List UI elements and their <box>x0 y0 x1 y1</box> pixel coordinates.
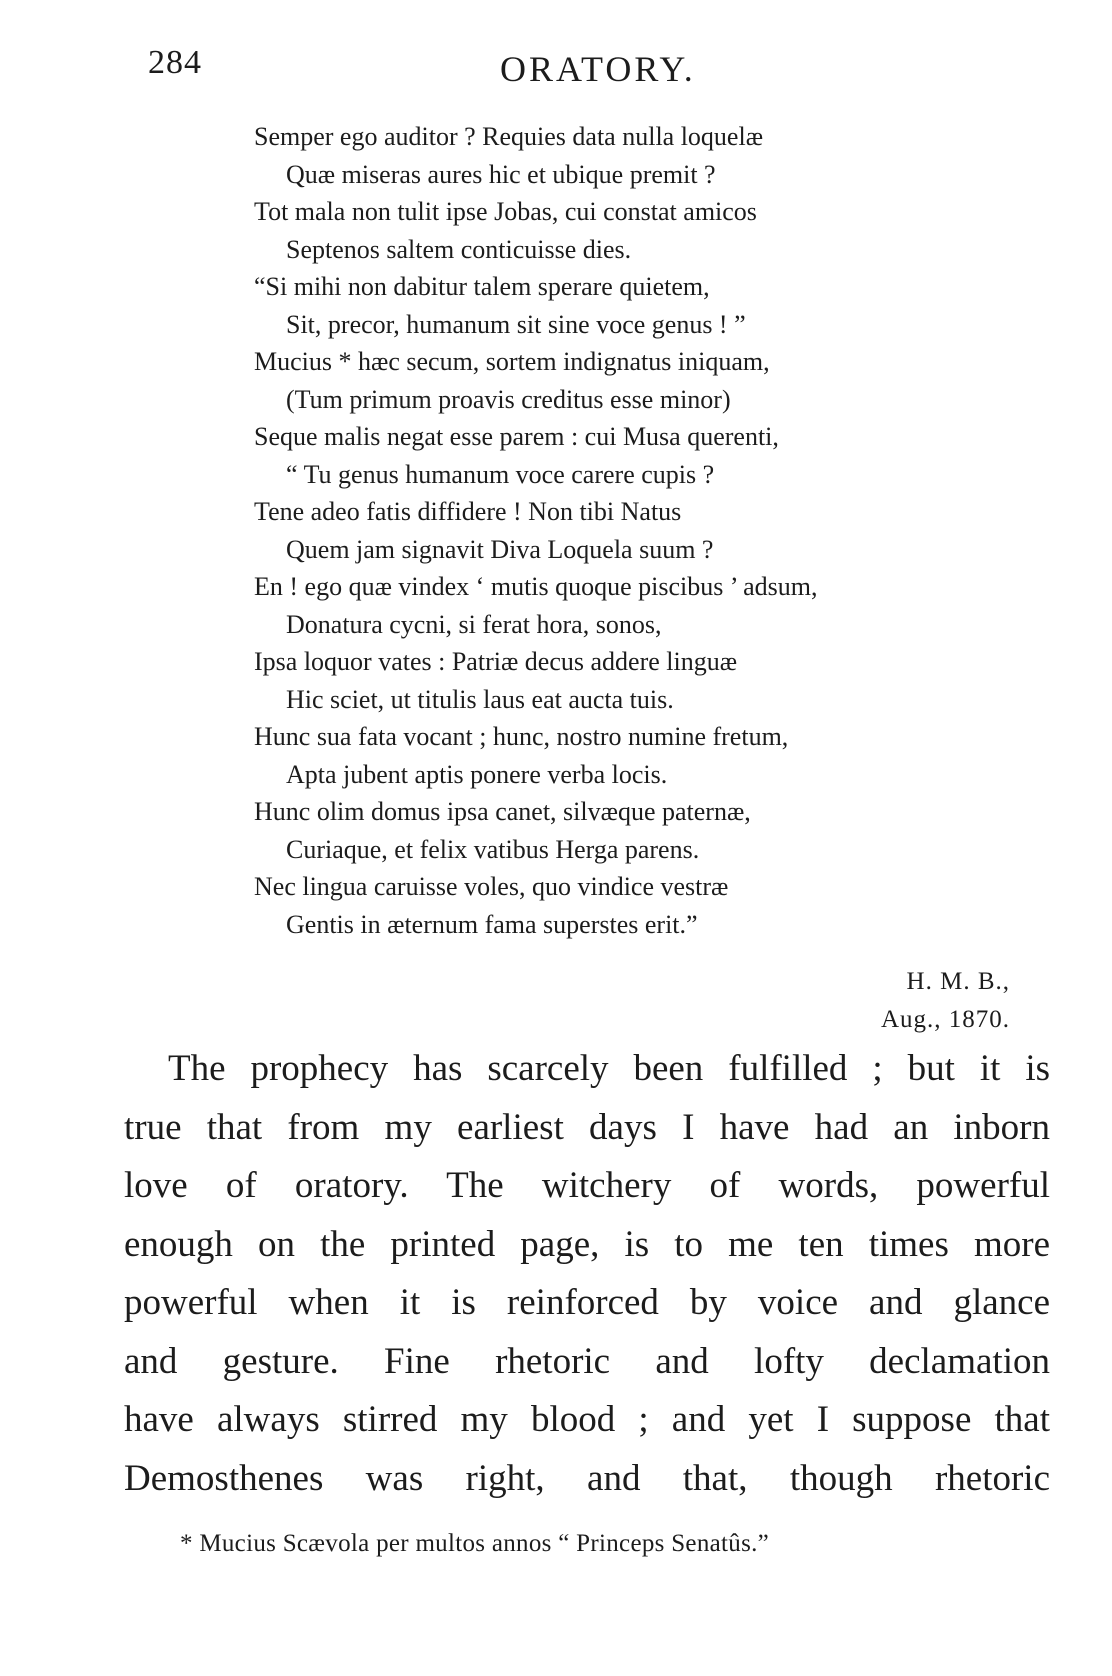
poem-line: Gentis in æternum fama superstes erit.” <box>286 909 698 939</box>
poem-line: “ Tu genus humanum voce carere cupis ? <box>286 459 715 489</box>
body-paragraph <box>124 1040 1050 1508</box>
poem-line: Ipsa loquor vates : Patriæ decus addere linguæ <box>254 647 738 676</box>
poem-line: Seque malis negat esse parem : cui Musa querenti, <box>254 422 779 451</box>
latin-poem <box>254 118 1034 943</box>
poem-line: Nec lingua caruisse voles, quo vindice vestræ <box>254 872 729 901</box>
footnote: * Mucius Scævola per multos annos “ Princeps Senatûs.” <box>180 1530 770 1557</box>
poem-line: Tot mala non tulit ipse Jobas, cui constat amicos <box>254 197 757 226</box>
prose-line: enough on the printed page, is to me ten times more <box>124 1223 1050 1265</box>
poem-line: (Tum primum proavis creditus esse minor) <box>286 384 731 414</box>
poem-signature-date: Aug., 1870. <box>880 1006 1010 1033</box>
poem-line: En ! ego quæ vindex ‘ mutis quoque piscibus ’ adsum, <box>254 572 818 601</box>
prose-line: powerful when it is reinforced by voice and glance <box>124 1282 1050 1323</box>
prose-line: have always stirred my blood ; and yet I suppose that <box>124 1399 1050 1440</box>
poem-line: Quem jam signavit Diva Loquela suum ? <box>286 534 714 564</box>
poem-line: Quæ miseras aures hic et ubique premit ? <box>286 159 716 189</box>
poem-line: Semper ego auditor ? Requies data nulla loquelæ <box>254 122 764 151</box>
poem-line: Hunc sua fata vocant ; hunc, nostro numine fretum, <box>254 722 789 751</box>
prose-line: true that from my earliest days I have had an inborn <box>124 1106 1050 1148</box>
poem-line: “Si mihi non dabitur talem sperare quietem, <box>254 272 710 301</box>
poem-line: Curiaque, et felix vatibus Herga parens. <box>286 834 700 864</box>
poem-line: Septenos saltem conticuisse dies. <box>286 234 632 264</box>
running-title: ORATORY. <box>500 49 696 89</box>
poem-line: Donatura cycni, si ferat hora, sonos, <box>286 609 662 639</box>
page-number: 284 <box>148 44 202 81</box>
prose-line: The prophecy has scarcely been fulfilled ; but it is <box>168 1048 1050 1089</box>
poem-line: Hunc olim domus ipsa canet, silvæque paternæ, <box>254 797 751 826</box>
prose-line: love of oratory. The witchery of words, powerful <box>124 1165 1050 1206</box>
prose-line: Demosthenes was right, and that, though rhetoric <box>124 1457 1050 1499</box>
poem-signature-name: H. M. B., <box>906 968 1010 995</box>
poem-line: Tene adeo fatis diffidere ! Non tibi Natus <box>254 497 682 526</box>
poem-line: Apta jubent aptis ponere verba locis. <box>286 759 668 789</box>
prose-line: and gesture. Fine rhetoric and lofty declamation <box>124 1340 1050 1382</box>
poem-line: Hic sciet, ut titulis laus eat aucta tuis. <box>286 684 674 714</box>
poem-line: Mucius * hæc secum, sortem indignatus iniquam, <box>254 347 770 376</box>
poem-line: Sit, precor, humanum sit sine voce genus ! ” <box>286 309 746 339</box>
